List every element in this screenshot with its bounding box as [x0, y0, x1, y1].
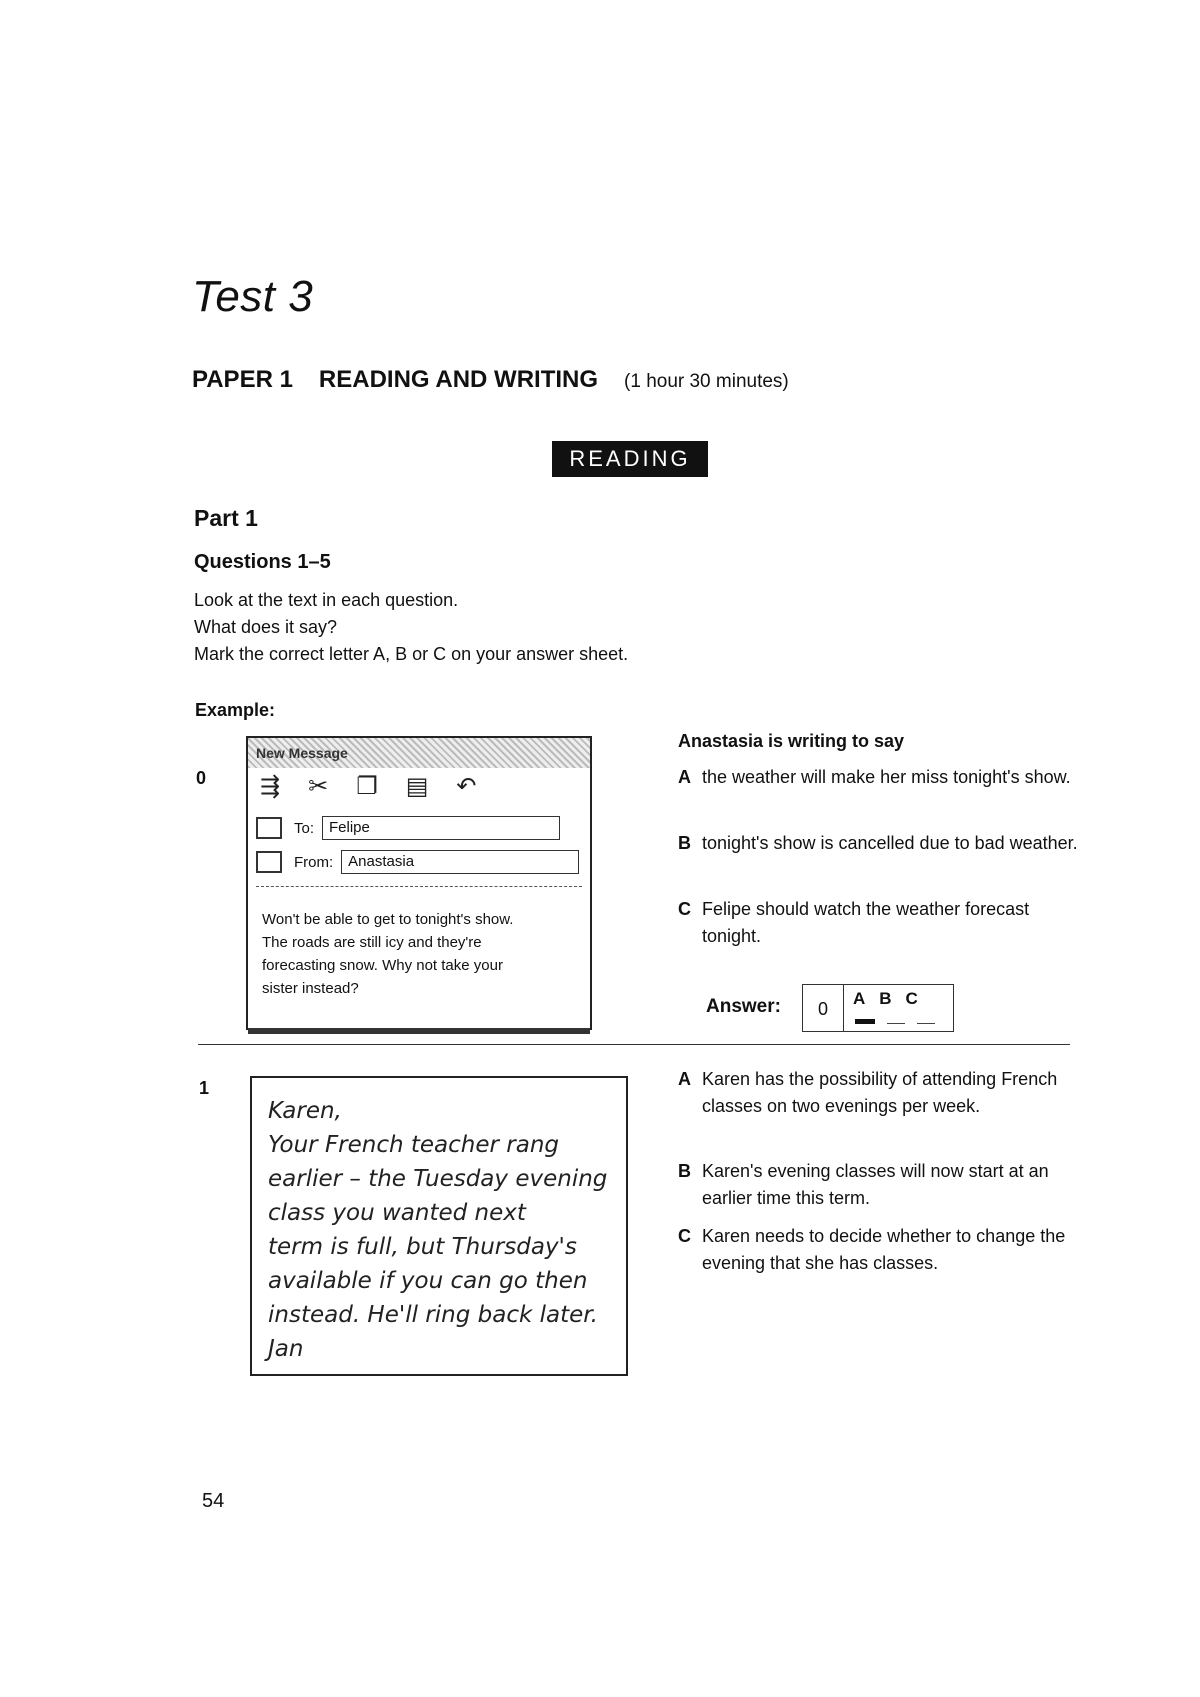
note-line: available if you can go then	[268, 1268, 588, 1294]
example-option-c	[678, 896, 1078, 950]
email-divider	[256, 886, 582, 887]
option-letter: C	[678, 1226, 691, 1246]
question1-option-a	[678, 1066, 1078, 1120]
note-line: earlier – the Tuesday evening	[268, 1166, 608, 1192]
from-label: From:	[294, 853, 334, 871]
option-text: Felipe should watch the weather forecast tonight.	[702, 899, 1030, 946]
example-label: Example:	[195, 700, 276, 720]
from-row	[256, 850, 579, 874]
email-bottom-bar	[248, 1028, 590, 1034]
section-divider	[198, 1044, 1070, 1045]
email-body-line: The roads are still icy and they're	[262, 934, 482, 951]
undo-icon: ↶	[456, 772, 477, 800]
email-body	[262, 908, 572, 1000]
option-letter: B	[678, 1161, 691, 1181]
handwritten-note	[250, 1076, 628, 1376]
paste-icon: ▤	[405, 772, 429, 800]
note-text	[268, 1094, 618, 1366]
paper-duration: (1 hour 30 minutes)	[624, 371, 789, 392]
instruction-line: Mark the correct letter A, B or C on your answer sheet.	[194, 644, 629, 664]
to-field: Felipe	[322, 816, 560, 840]
instruction-line: What does it say?	[194, 617, 338, 637]
email-titlebar: New Message	[248, 738, 590, 768]
part-title: Part 1	[194, 505, 258, 531]
example-question: Anastasia is writing to say	[678, 731, 905, 751]
cut-icon: ✂	[308, 772, 329, 800]
answer-mark-a	[855, 1019, 875, 1024]
test-title: Test 3	[192, 272, 314, 321]
answer-box	[802, 984, 954, 1032]
answer-label: Answer:	[706, 996, 781, 1017]
option-text: tonight's show is cancelled due to bad weather.	[702, 833, 1078, 853]
note-line: Your French teacher rang	[268, 1132, 560, 1158]
from-field: Anastasia	[341, 850, 579, 874]
note-line: term is full, but Thursday's	[268, 1234, 577, 1260]
to-label: To:	[294, 819, 315, 837]
address-book-icon	[256, 851, 282, 873]
answer-blank-b	[887, 1019, 905, 1024]
option-text: Karen's evening classes will now start at an earlier time this term.	[702, 1161, 1049, 1208]
note-line: instead. He'll ring back later.	[268, 1302, 598, 1328]
page-number: 54	[202, 1490, 225, 1512]
to-row	[256, 816, 560, 840]
questions-label: Questions 1–5	[194, 551, 331, 573]
email-body-line: forecasting snow. Why not take your	[262, 957, 503, 974]
email-body-line: Won't be able to get to tonight's show.	[262, 911, 514, 928]
example-number: 0	[196, 768, 207, 788]
paper-label: PAPER 1	[192, 366, 293, 393]
address-book-icon	[256, 817, 282, 839]
answer-blank-c	[917, 1019, 935, 1024]
option-letter: C	[678, 899, 691, 919]
option-text: the weather will make her miss tonight's show.	[702, 767, 1071, 787]
option-letter: A	[678, 1069, 691, 1089]
note-line: Karen,	[268, 1098, 342, 1124]
example-option-a	[678, 764, 1078, 791]
email-window	[246, 736, 592, 1030]
question1-option-c	[678, 1223, 1078, 1277]
note-line: Jan	[268, 1336, 304, 1362]
option-letter: A	[678, 767, 691, 787]
answer-letters: ABC	[853, 989, 932, 1008]
instruction-line: Look at the text in each question.	[194, 590, 459, 610]
question1-option-b	[678, 1158, 1078, 1212]
question-number: 1	[199, 1078, 210, 1098]
option-text: Karen has the possibility of attending French classes on two evenings per week.	[702, 1069, 1058, 1116]
note-line: class you wanted next	[268, 1200, 526, 1226]
send-icon: ⇶	[260, 772, 281, 800]
email-body-line: sister instead?	[262, 980, 359, 997]
paper-name: READING AND WRITING	[318, 366, 599, 393]
paper-heading	[192, 366, 789, 394]
email-toolbar	[248, 768, 590, 804]
option-letter: B	[678, 833, 691, 853]
section-banner: READING	[552, 441, 708, 477]
answer-number: 0	[803, 985, 844, 1031]
copy-icon: ❐	[356, 772, 378, 800]
example-option-b	[678, 830, 1078, 857]
option-text: Karen needs to decide whether to change the evening that she has classes.	[702, 1226, 1066, 1273]
